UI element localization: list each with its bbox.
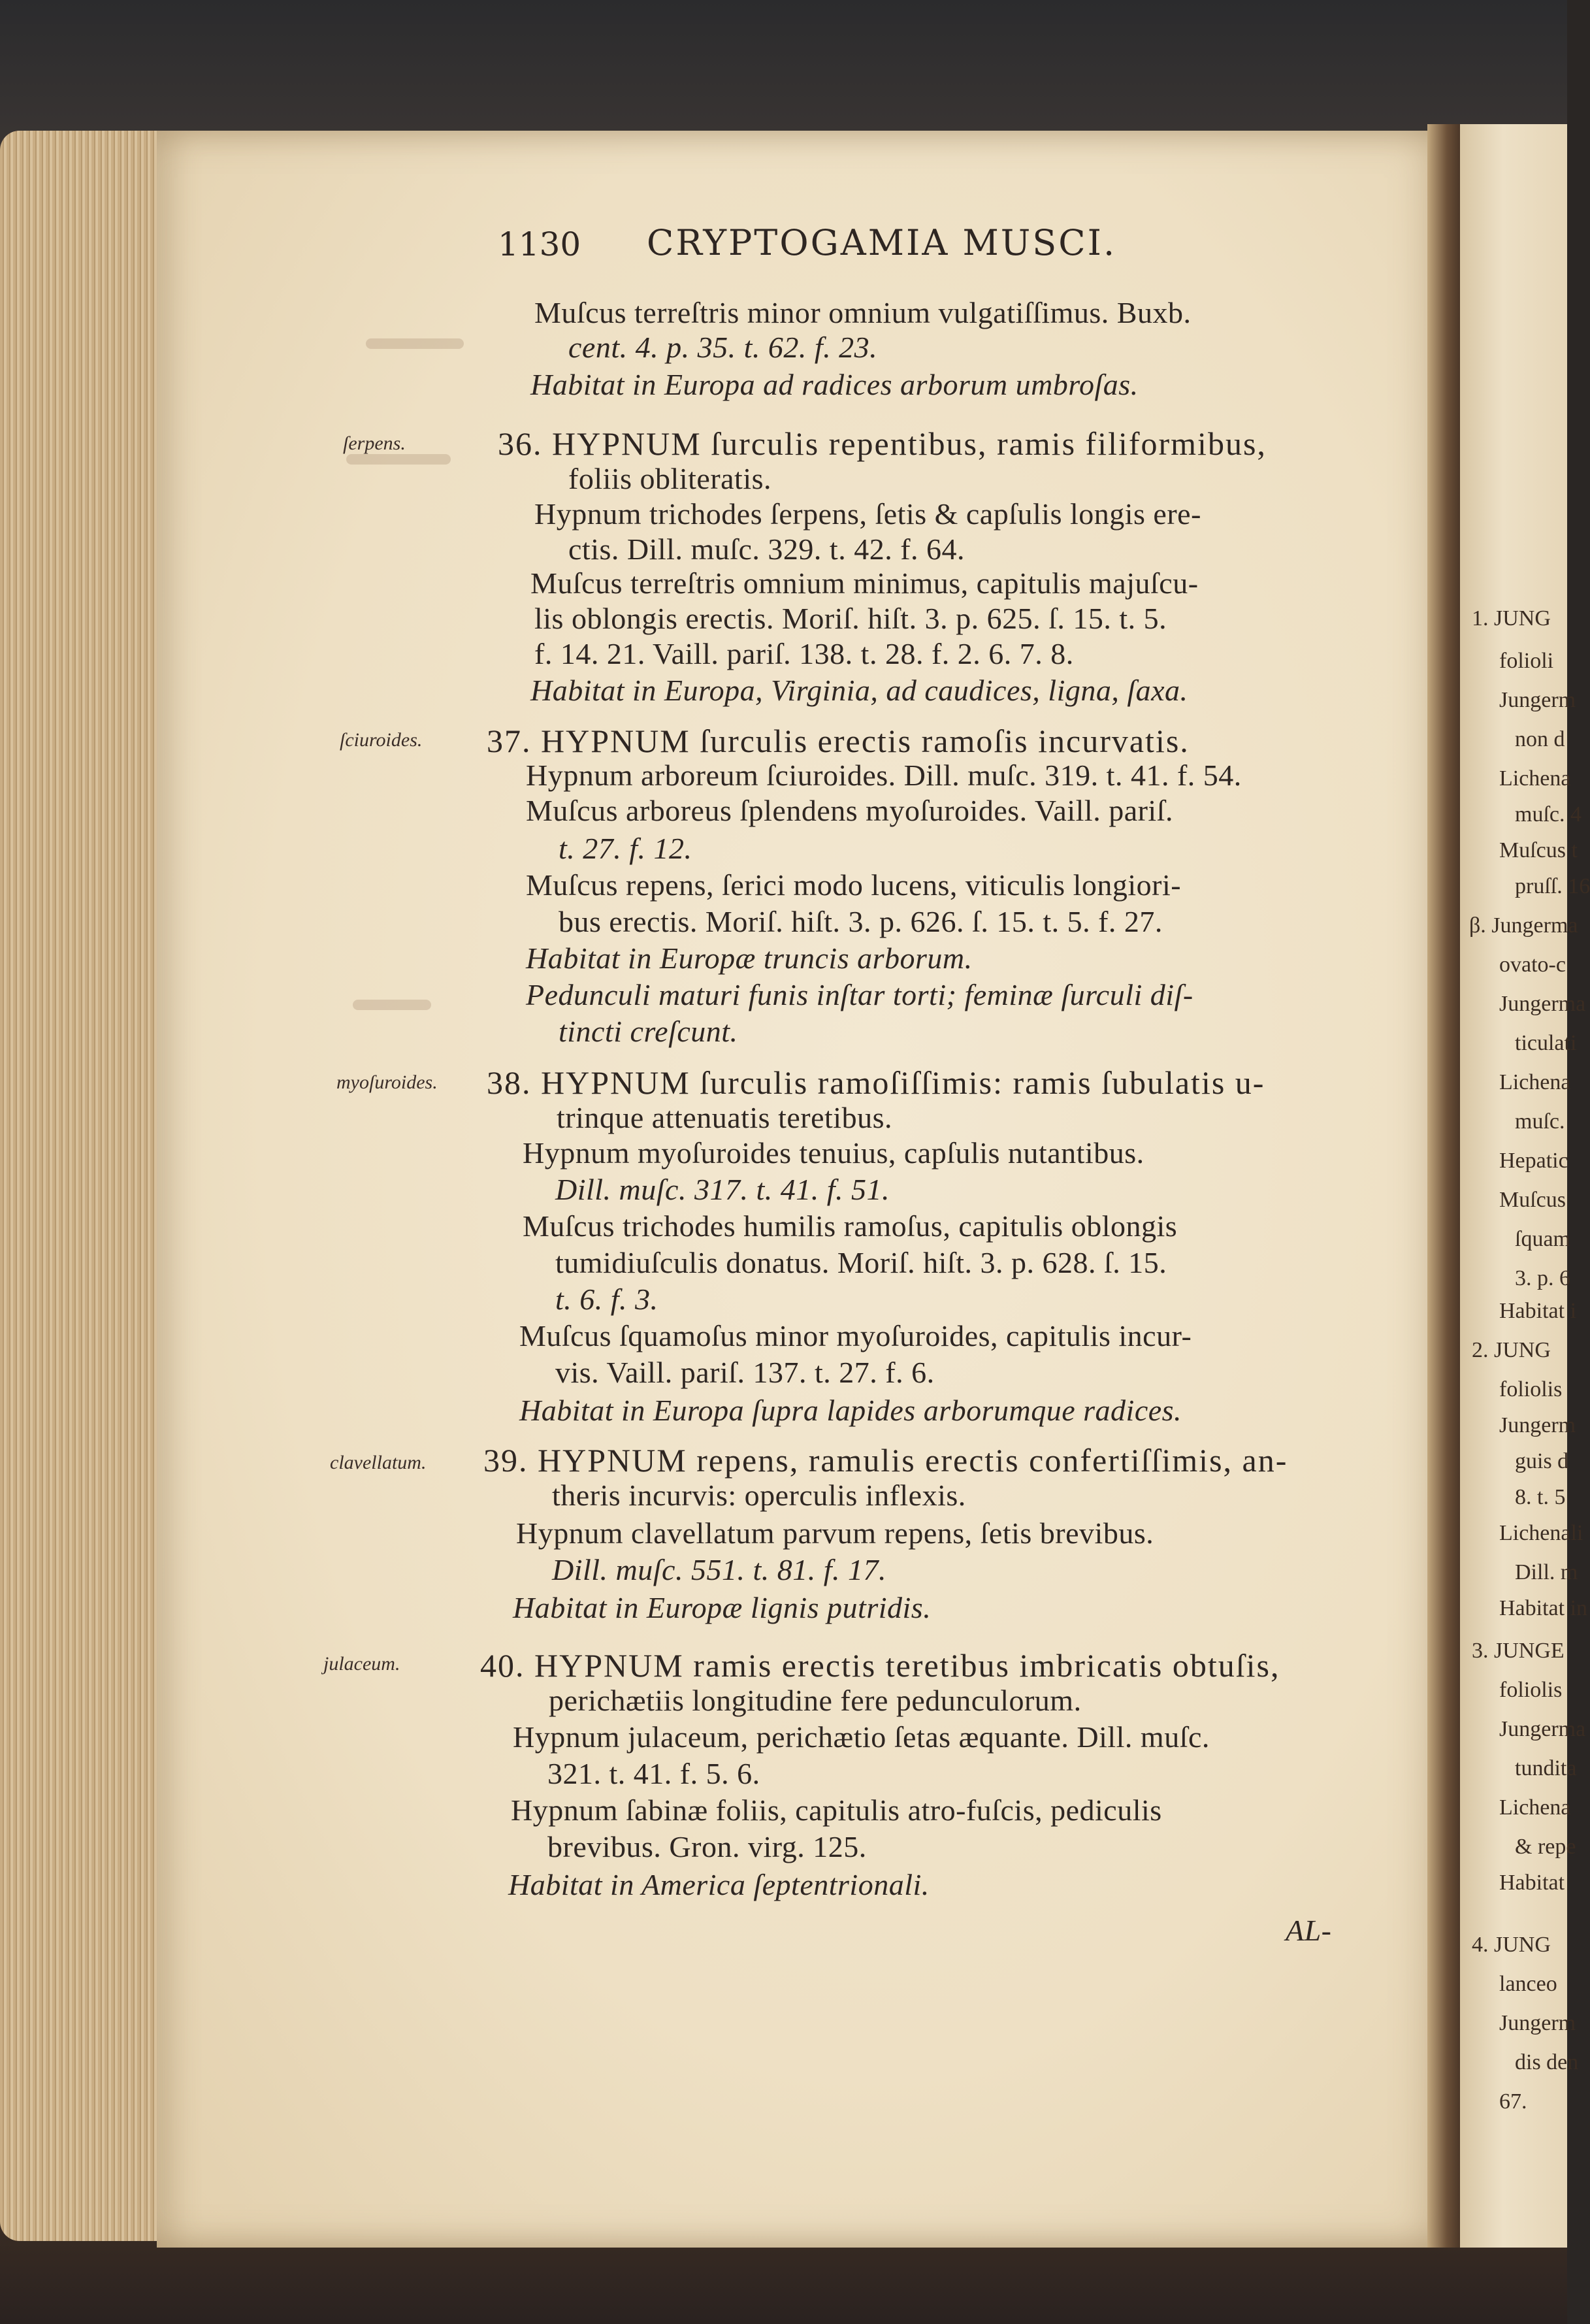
- facing-page-line: Muſcus t: [1499, 838, 1578, 862]
- text-line: Habitat in America ſeptentrionali.: [508, 1868, 930, 1901]
- facing-page-line: Habitat i: [1499, 1299, 1577, 1323]
- facing-page-line: folioli: [1499, 649, 1554, 673]
- ink-smudge: [353, 1000, 431, 1010]
- facing-page-line: β. Jungerma: [1469, 913, 1578, 938]
- species-heading: 36. HYPNUM ſurculis repentibus, ramis filiformibus,: [498, 425, 1267, 462]
- text-line: vis. Vaill. pariſ. 137. t. 27. f. 6.: [555, 1356, 935, 1389]
- facing-page-line: tundita: [1515, 1756, 1577, 1780]
- facing-page-line: ſquam: [1515, 1227, 1570, 1251]
- facing-page-line: 67.: [1499, 2089, 1527, 2114]
- text-line: Muſcus ſquamoſus minor myoſuroides, capitulis incur-: [519, 1319, 1192, 1352]
- text-line: 321. t. 41. f. 5. 6.: [547, 1757, 760, 1790]
- facing-page-line: ticulati: [1515, 1031, 1577, 1055]
- catchword: AL-: [1286, 1914, 1332, 1947]
- facing-page-line: guis d: [1515, 1449, 1569, 1473]
- margin-note: julaceum.: [323, 1653, 400, 1675]
- facing-page-line: foliolis: [1499, 1377, 1563, 1401]
- text-line: Hypnum trichodes ſerpens, ſetis & capſulis longis ere-: [534, 497, 1201, 531]
- facing-page-line: foliolis: [1499, 1678, 1563, 1702]
- facing-page-line: dis den: [1515, 2050, 1579, 2074]
- facing-page-line: 1. JUNG: [1472, 606, 1551, 630]
- text-line: brevibus. Gron. virg. 125.: [547, 1830, 867, 1863]
- text-line: perichætiis longitudine fere pedunculorum.: [549, 1684, 1082, 1717]
- text-line: lis oblongis erectis. Moriſ. hiſt. 3. p. 625. ſ. 15. t. 5.: [534, 602, 1167, 635]
- text-line: cent. 4. p. 35. t. 62. f. 23.: [568, 331, 878, 364]
- facing-page: [1460, 124, 1590, 2248]
- facing-page-line: 2. JUNG: [1472, 1338, 1551, 1362]
- text-line: Habitat in Europa ſupra lapides arborumque radices.: [519, 1394, 1182, 1427]
- text-line: Muſcus terreſtris minor omnium vulgatiſſimus. Buxb.: [534, 296, 1192, 329]
- facing-page-line: Dill. m: [1515, 1560, 1578, 1584]
- facing-page-line: muſc.: [1515, 1109, 1565, 1134]
- facing-page-line: pruſſ. 16: [1515, 874, 1590, 898]
- margin-note: clavellatum.: [330, 1452, 427, 1473]
- margin-note: myoſuroides.: [336, 1072, 438, 1093]
- text-line: Muſcus arboreus ſplendens myoſuroides. Vaill. pariſ.: [526, 794, 1173, 827]
- facing-page-line: & repe: [1515, 1835, 1576, 1859]
- facing-page-line: Lichenali: [1499, 1521, 1583, 1545]
- facing-page-line: Habitat: [1499, 1871, 1565, 1895]
- text-line: trinque attenuatis teretibus.: [557, 1101, 892, 1134]
- facing-page-line: 3. p. 6: [1515, 1266, 1570, 1290]
- facing-page-line: 4. JUNG: [1472, 1933, 1551, 1957]
- facing-page-line: Jungerm: [1499, 1413, 1576, 1437]
- text-line: Dill. muſc. 317. t. 41. f. 51.: [555, 1173, 890, 1206]
- text-line: theris incurvis: operculis inflexis.: [552, 1479, 966, 1512]
- text-line: foliis obliteratis.: [568, 462, 772, 495]
- facing-page-line: Hepatic: [1499, 1149, 1568, 1173]
- text-line: Habitat in Europæ truncis arborum.: [526, 941, 973, 975]
- text-line: Habitat in Europæ lignis putridis.: [513, 1591, 932, 1624]
- margin-note: ſciuroides.: [340, 729, 423, 751]
- text-line: Hypnum clavellatum parvum repens, ſetis brevibus.: [516, 1516, 1154, 1550]
- facing-page-line: Jungerma: [1499, 992, 1586, 1016]
- text-line: t. 6. f. 3.: [555, 1283, 658, 1316]
- text-line: ctis. Dill. muſc. 329. t. 42. f. 64.: [568, 532, 965, 566]
- facing-page-line: Lichena: [1499, 1795, 1571, 1820]
- facing-page-line: Habitat in: [1499, 1596, 1588, 1620]
- facing-page-line: 3. JUNGE: [1472, 1639, 1565, 1663]
- running-title: CRYPTOGAMIA MUSCI.: [647, 222, 1117, 263]
- margin-note: ſerpens.: [343, 433, 406, 454]
- text-line: f. 14. 21. Vaill. pariſ. 138. t. 28. f. 2. 6. 7. 8.: [534, 637, 1074, 670]
- facing-page-line: Jungerma: [1499, 1717, 1586, 1741]
- text-line: Muſcus repens, ſerici modo lucens, viticulis longiori-: [526, 868, 1182, 902]
- facing-page-line: ovato-c: [1499, 953, 1566, 977]
- facing-page-text: [1460, 124, 1590, 2248]
- text-line: tincti creſcunt.: [559, 1015, 738, 1048]
- text-line: Hypnum ſabinæ foliis, capitulis atro-fuſcis, pediculis: [511, 1793, 1162, 1827]
- text-line: Muſcus trichodes humilis ramoſus, capitulis oblongis: [523, 1209, 1178, 1243]
- text-line: Hypnum arboreum ſciuroides. Dill. muſc. 319. t. 41. f. 54.: [526, 759, 1242, 792]
- facing-page-line: muſc. 4: [1515, 802, 1582, 826]
- facing-page-line: 8. t. 5: [1515, 1485, 1566, 1509]
- facing-page-line: lanceo: [1499, 1972, 1557, 1996]
- text-line: t. 27. f. 12.: [559, 832, 692, 865]
- ink-smudge: [366, 338, 464, 349]
- text-line: Hypnum julaceum, perichætio ſetas æquante. Dill. muſc.: [513, 1720, 1210, 1754]
- facing-page-line: non d: [1515, 727, 1565, 751]
- text-line: bus erectis. Moriſ. hiſt. 3. p. 626. ſ. 15. t. 5. f. 27.: [559, 905, 1163, 938]
- text-line: Dill. muſc. 551. t. 81. f. 17.: [552, 1553, 887, 1586]
- text-line: Hypnum myoſuroides tenuius, capſulis nutantibus.: [523, 1136, 1144, 1170]
- species-heading: 38. HYPNUM ſurculis ramoſiſſimis: ramis ſubulatis u-: [487, 1064, 1265, 1101]
- facing-page-line: Lichena: [1499, 1070, 1571, 1094]
- page-fore-edge: [0, 131, 170, 2241]
- species-heading: 39. HYPNUM repens, ramulis erectis confertiſſimis, an-: [483, 1442, 1288, 1479]
- photo-background-top: [0, 0, 1567, 150]
- text-line: tumidiuſculis donatus. Moriſ. hiſt. 3. p. 628. ſ. 15.: [555, 1246, 1167, 1279]
- text-line: Habitat in Europa ad radices arborum umbroſas.: [530, 368, 1139, 401]
- facing-page-line: Jungerm: [1499, 2011, 1576, 2035]
- facing-page-line: Lichena: [1499, 766, 1571, 791]
- species-heading: 37. HYPNUM ſurculis erectis ramoſis incurvatis.: [487, 723, 1190, 759]
- text-line: Habitat in Europa, Virginia, ad caudices, ligna, ſaxa.: [530, 674, 1188, 707]
- text-line: Pedunculi maturi funis inſtar torti; feminæ ſurculi diſ-: [526, 978, 1193, 1011]
- facing-page-line: Jungerm: [1499, 688, 1576, 712]
- text-line: Muſcus terreſtris omnium minimus, capitulis majuſcu-: [530, 566, 1199, 600]
- ink-smudge: [346, 454, 451, 465]
- facing-page-line: Muſcus: [1499, 1188, 1566, 1212]
- species-heading: 40. HYPNUM ramis erectis teretibus imbricatis obtuſis,: [480, 1647, 1280, 1684]
- page-number: 1130: [498, 225, 581, 263]
